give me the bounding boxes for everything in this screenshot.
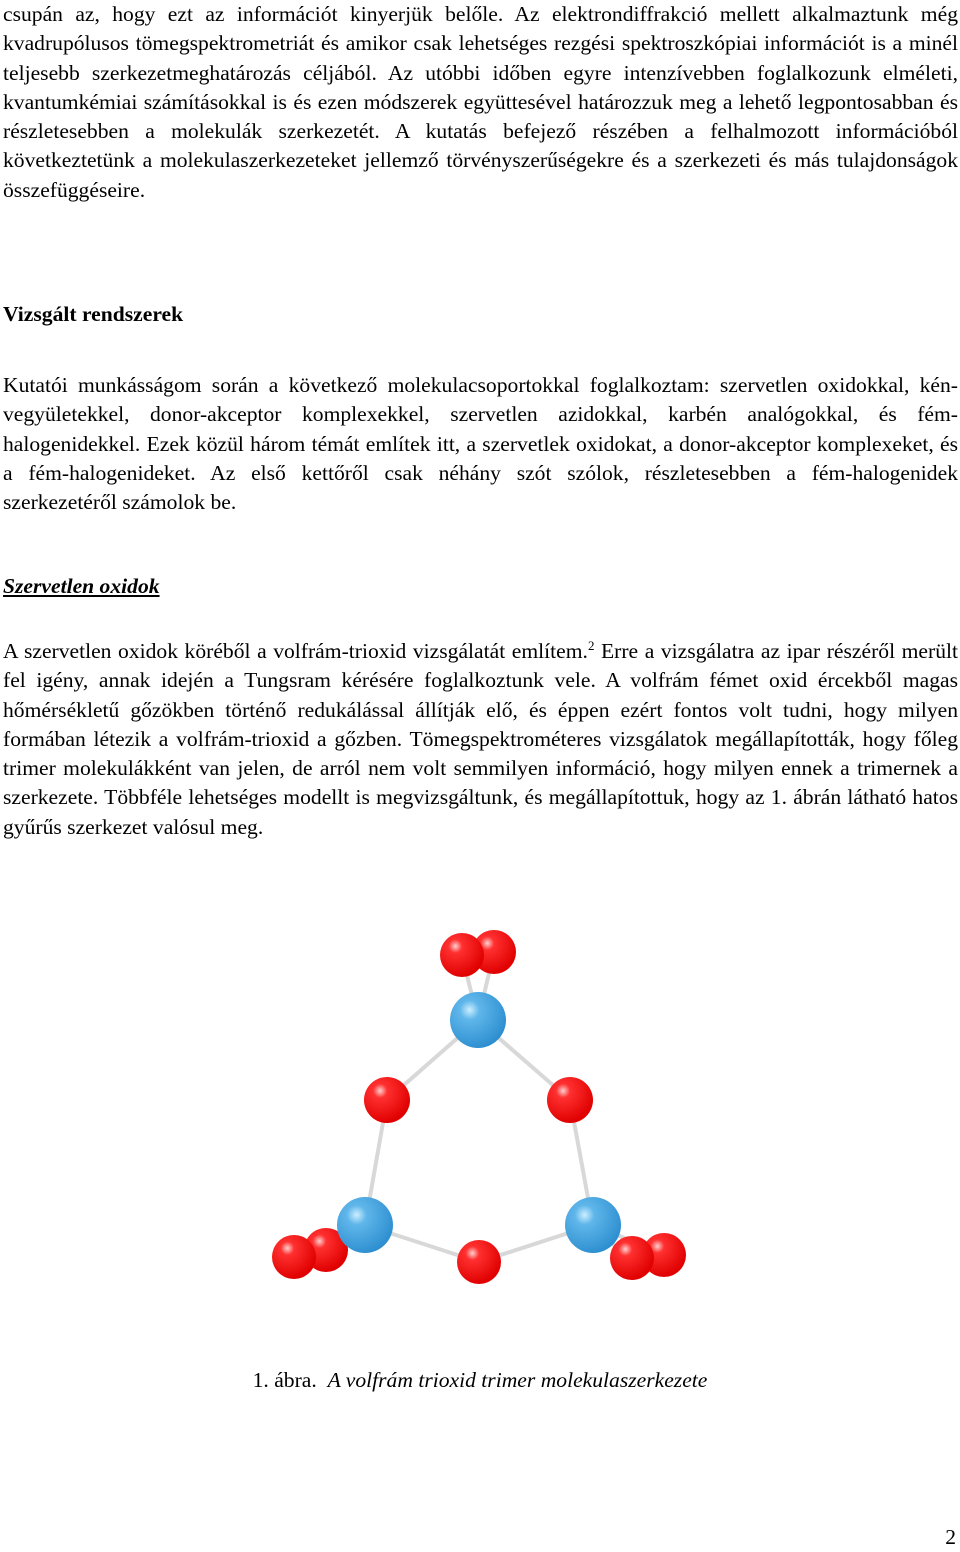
tungsten-atom — [337, 1197, 393, 1253]
oxygen-atom — [364, 1077, 410, 1123]
footnote-reference: 2 — [587, 638, 595, 653]
oxides-text-part1: A szervetlen oxidok köréből a volfrám-trioxid vizsgálatát említem. — [3, 639, 588, 663]
tungsten-trioxide-trimer-figure — [260, 920, 700, 1300]
page-number: 2 — [945, 1525, 956, 1549]
atoms — [272, 930, 686, 1284]
figure-caption — [0, 1366, 960, 1395]
oxygen-atom — [272, 1235, 316, 1279]
tungsten-atom — [565, 1197, 621, 1253]
section-heading-oxides: Szervetlen oxidok — [3, 574, 160, 598]
systems-paragraph: Kutatói munkásságom során a következő molekulacsoportokkal foglalkoztam: szervetlen oxidokkal, kén-vegyületekkel, donor-akceptor komplexekkel, szervetlen azidokkal, karbén analógokkal, és fém-halogenidekkel. Ezek közül három témát említek itt, a szervetlek oxidokat, a donor-akceptor komplexeket, és a fém-halogenideket. Az első kettőről csak néhány szót szólok, részletesebben a fém-halogenidek szerkezetéről számolok be. — [3, 373, 958, 515]
oxides-paragraph — [3, 637, 958, 842]
figure-number: 1. ábra. — [252, 1368, 317, 1392]
section-heading-systems: Vizsgált rendszerek — [3, 302, 184, 326]
intro-paragraph: csupán az, hogy ezt az információt kinyerjük belőle. Az elektrondiffrakció mellett alkalmaztunk még kvadrupólusos tömegspektrometriát és amikor csak lehetséges rezgési spektroszkópiai információt is a minél teljesebb szerkezetmeghatározás céljából. Az utóbbi időben egyre intenzívebben foglalkozunk elméleti, kvantumkémiai számításokkal is és ezen módszerek együttesével határozzuk meg a lehető legpontosabban és részletesebben a molekulák szerkezetét. A kutatás befejező részében a felhalmozott információból következtetünk a molekulaszerkezeteket jellemző törvényszerűségekre és a szerkezeti és más tulajdonságok összefüggéseire. — [3, 2, 958, 202]
oxides-text-part2: Erre a vizsgálatra az ipar részéről merült fel igény, annak idején a Tungsram kérésére foglalkoztunk vele. A volfrám fémet oxid ércekből magas hőmérsékletű gőzökben történő redukálással állítják elő, és éppen ezért fontos volt tudni, hogy milyen formában létezik a volfrám-trioxid a gőzben. Tömegspektrométeres vizsgálatok megállapították, hogy főleg trimer molekulákként van jelen, de arról nem volt semmilyen információ, hogy milyen ennek a trimernek a szerkezete. Többféle lehetséges modellt is megvizsgáltunk, és megállapítottuk, hogy az 1. ábrán látható hatos gyűrűs szerkezet valósul meg. — [3, 639, 958, 839]
tungsten-atom — [450, 992, 506, 1048]
figure-title: A volfrám trioxid trimer molekulaszerkezete — [327, 1368, 708, 1392]
oxygen-atom — [547, 1077, 593, 1123]
oxygen-atom — [457, 1240, 501, 1284]
oxygen-atom — [610, 1236, 654, 1280]
oxygen-atom — [440, 933, 484, 977]
